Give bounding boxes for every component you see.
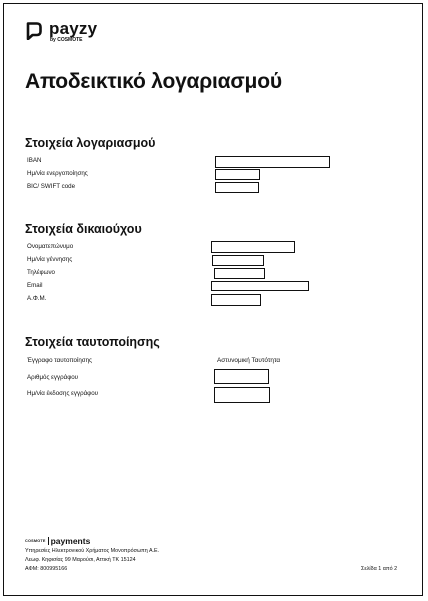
document-title: Αποδεικτικό λογαριασμού <box>25 70 282 93</box>
activation-date-label: Ημ/νία ενεργοποίησης <box>27 170 88 177</box>
company-name: Υπηρεσίες Ηλεκτρονικού Χρήματος Μονοπρόσωπη Α.Ε. <box>25 548 160 554</box>
iban-field[interactable] <box>215 156 330 168</box>
account-section-heading: Στοιχεία λογαριασμού <box>25 136 156 150</box>
holder-section-heading: Στοιχεία δικαιούχου <box>25 222 142 236</box>
birth-date-label: Ημ/νία γέννησης <box>27 256 73 263</box>
document-number-field[interactable] <box>214 369 269 384</box>
footer-brand-small: COSMOTE <box>25 538 46 543</box>
document-number-label: Αριθμός εγγράφου <box>27 374 79 381</box>
logo-wordmark: payzy <box>49 19 98 38</box>
logo-byline: by COSMOTE <box>50 37 83 43</box>
payzy-logo-icon <box>26 22 42 40</box>
phone-field[interactable] <box>214 268 265 279</box>
phone-label: Τηλέφωνο <box>27 269 55 276</box>
company-address: Λεωφ. Κηφισίας 99 Μαρούσι, Αττική ΤΚ 15124 <box>25 557 136 563</box>
email-field[interactable] <box>211 281 309 291</box>
payzy-logo <box>26 19 106 46</box>
brand-separator <box>48 537 49 545</box>
birth-date-field[interactable] <box>212 255 264 266</box>
bic-swift-field[interactable] <box>215 182 259 193</box>
id-document-label: Έγγραφο ταυτοποίησης <box>27 357 93 364</box>
tax-id-field[interactable] <box>211 294 261 306</box>
page-number: Σελίδα 1 από 2 <box>361 566 398 572</box>
full-name-label: Ονοματεπώνυμο <box>27 243 74 250</box>
issue-date-field[interactable] <box>214 387 270 403</box>
issue-date-label: Ημ/νία έκδοσης εγγράφου <box>27 390 99 397</box>
identification-section-heading: Στοιχεία ταυτοποίησης <box>25 335 160 349</box>
email-label: Email <box>27 282 43 289</box>
bic-swift-label: BIC/ SWIFT code <box>27 183 76 190</box>
iban-label: IBAN <box>27 157 42 164</box>
id-document-value: Αστυνομική Ταυτότητα <box>217 357 281 364</box>
tax-id-label: Α.Φ.Μ. <box>27 295 47 302</box>
footer-brand-main: payments <box>50 535 91 546</box>
activation-date-field[interactable] <box>215 169 260 180</box>
company-tax-id: ΑΦΜ: 800995166 <box>25 566 68 572</box>
full-name-field[interactable] <box>211 241 295 253</box>
